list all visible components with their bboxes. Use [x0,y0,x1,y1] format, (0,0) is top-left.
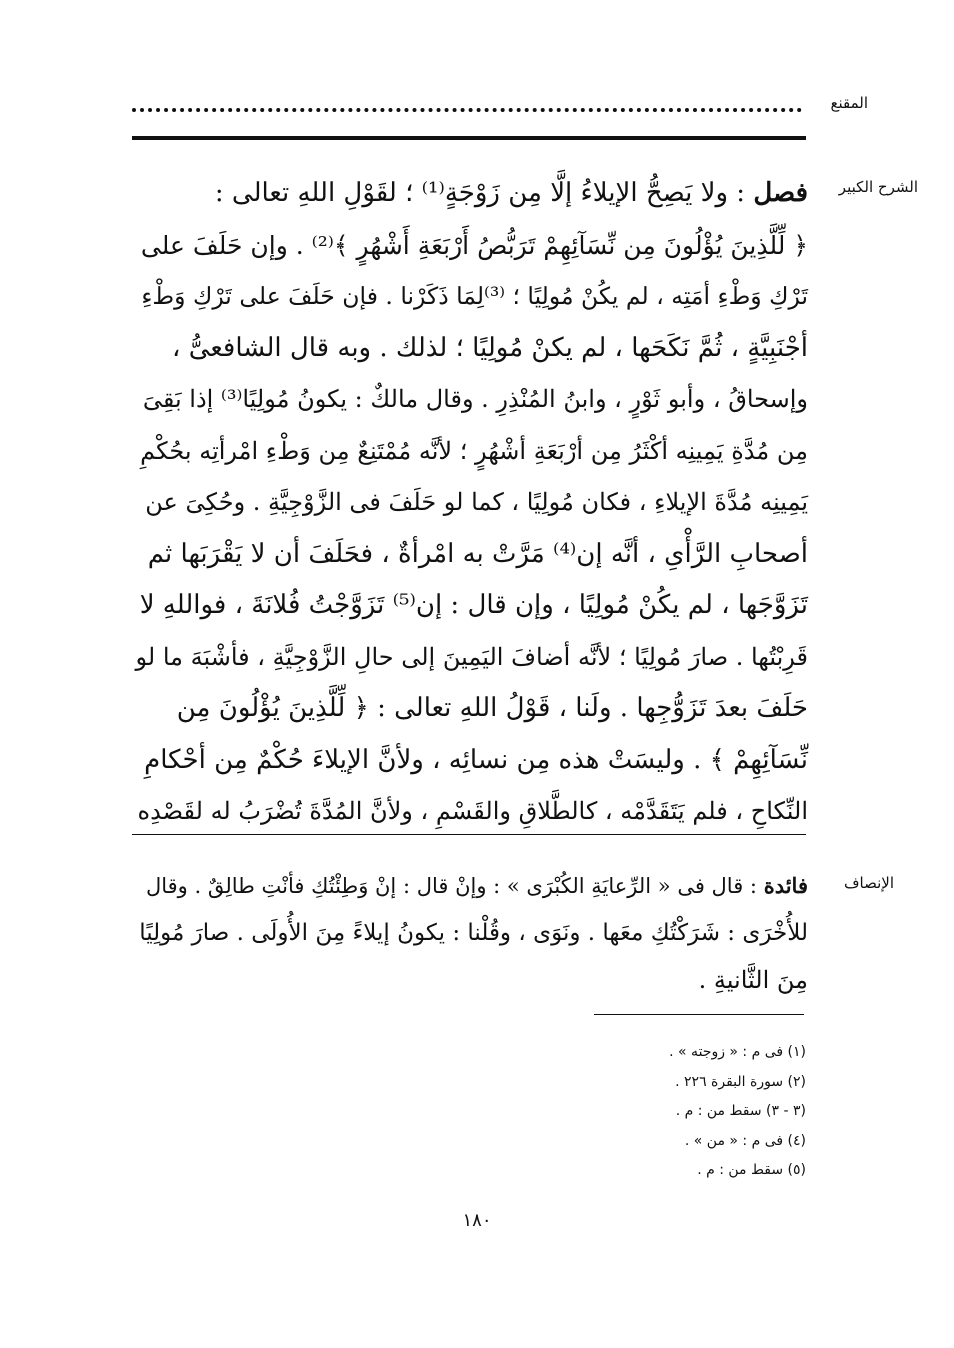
note-line-2: للأُخْرَى : شَرَكْتُكِ معَها . ونَوَى ، وقُلْنا : يكونُ إيلاءً مِنَ الأُولَى . صارَ مُولِيًا [139,920,808,946]
note-line-3: مِنَ الثَّانيةِ . [698,966,808,994]
main-line-12: نِّسَآئِهِمْ ﴾ . وليسَتْ هذه مِن نسائِه ، ولأنَّ الإيلاءَ حُكْمٌ مِن أحْكامِ [144,744,808,775]
note-line-1-text: : قال فى « الرِّعايَةِ الكُبْرَى » : وإنْ قال : إنْ وَطِئْتُكِ فأنْتِ طالِقٌ . وقال [145,874,757,898]
main-line-6: مِن مُدَّةِ يَمِينِه أكْثَرُ مِن أرْبَعَةِ أشْهُرٍ ؛ لأنَّه مُمْتَنِعٌ مِن وَطْءِ امْرأتِه بحُكْمِ [140,436,808,465]
footnote-5: (٥) سقط من : م . [697,1162,806,1178]
header-rule [132,136,806,140]
note-body-text [132,862,808,1004]
footnote-3: (٣ - ٣) سقط من : م . [675,1103,806,1119]
main-line-7: يَمِينِه مُدَّةَ الإيلاءِ ، فكان مُولِيًا ، كما لو حَلَفَ فى الزَّوْجِيَّةِ . وحُكِىَ عن [145,488,808,516]
note-section-label: الإنصاف [843,874,894,892]
main-line-3: تَرْكِ وَطْءِ أمَتِه ، لم يكُنْ مُولِيًا ؛ ⁽³⁾لِمَا ذَكَرْنا . فإن حَلَفَ على تَرْكِ وَطْءِ [141,282,808,310]
note-line-1 [132,862,808,910]
main-line-1 [132,168,808,220]
footnotes [560,1038,806,1186]
main-body-text [132,168,808,838]
book-title: المقنع [830,94,868,112]
main-line-11: حَلَفَ بعدَ تَزَوُّجِها . ولَنا ، قَوْلُ اللهِ تعالى : ﴿ لِّلَّذِينَ يُؤْلُونَ مِن [176,693,808,723]
main-line-9: تَزَوَّجَها ، لم يكُنْ مُولِيًا ، وإن قال : إن⁽⁵⁾ تَزَوَّجْتُ فُلانَةَ ، فواللهِ لا [139,590,808,620]
note-lead-word: فائدة [763,873,808,898]
main-line-2: ﴿ لِّلَّذِينَ يُؤْلُونَ مِن نِّسَآئِهِمْ تَرَبُّصُ أَرْبَعَةِ أَشْهُرٍ ﴾⁽²⁾ . وإن حَلَفَ على [140,230,808,260]
main-lead-word: فصل [753,178,808,208]
page-number: ١٨٠ [462,1210,492,1231]
footnote-1: (١) فى م : « زوجته » . [669,1044,806,1060]
footnote-2: (٢) سورة البقرة ٢٢٦ . [675,1073,806,1090]
section-divider [132,834,806,835]
main-line-13: النِّكاحِ ، فلم يَتَقَدَّمْه ، كالطَّلاقِ والقَسْمِ ، ولأنَّ المُدَّةَ تُضْرَبُ له لقَصْدِه [137,797,808,825]
main-line-8: أصحابِ الرَّأْىِ ، أنَّه إن⁽⁴⁾ مَرَّتْ به امْرأةٌ ، فحَلَفَ أن لا يَقْرَبَها ثم [147,538,808,569]
footnote-4: (٤) فى م : « من » . [684,1132,806,1149]
header-dotted-rule [132,100,802,112]
main-line-10: قَرِبْتُها . صارَ مُولِيًا ؛ لأنَّه أضافَ اليَمِينَ إلى حالِ الزَّوْجِيَّةِ ، فأشْبَهَ ما لو [135,642,808,671]
main-line-1-text: : ولا يَصِحُّ الإيلاءُ إلَّا مِن زَوْجَةٍ⁽¹⁾ ؛ لقَوْلِ اللهِ تعالى : [214,178,746,208]
main-line-4: أجْنَبِيَّةٍ ، ثُمَّ نَكَحَها ، لم يكنْ مُولِيًا ؛ لذلك . وبه قال الشافعىُّ ، [172,332,808,363]
main-section-label: الشرح الكبير [838,178,918,196]
footnote-rule [594,1014,804,1015]
main-line-5: وإسحاقُ ، وأبو ثَوْرٍ ، وابنُ المُنْذِرِ . وقال مالكٌ : يكونُ مُولِيًا⁽³⁾ إذا بَقِىَ [142,385,808,413]
